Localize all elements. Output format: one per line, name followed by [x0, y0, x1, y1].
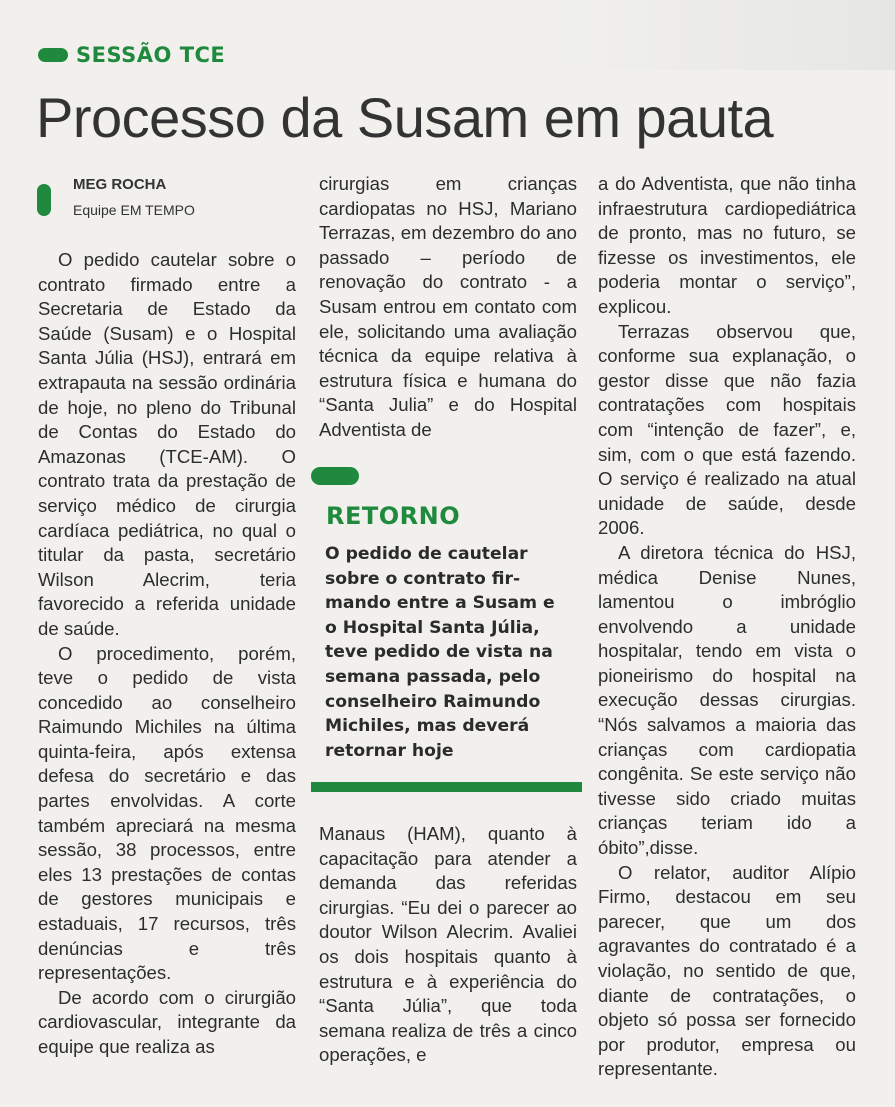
section-kicker — [38, 40, 225, 70]
sidebar-line: retornar hoje — [325, 740, 454, 761]
paper-sheen — [560, 0, 895, 70]
sidebar-rule — [311, 782, 582, 792]
sidebar-text — [325, 542, 577, 763]
headline: Processo da Susam em pauta — [36, 86, 774, 149]
sidebar-line: sobre o contrato fir- — [325, 568, 521, 589]
paragraph: O pedido cautelar sobre o contrato firmado entre a Secretaria de Estado da Saúde (Susam) e o Hospital Santa Júlia (HSJ), entrará em extrapauta na sessão ordinária de hoje, no pleno do Tribunal de Contas do Estado do Amazonas (TCE-AM). O contrato trata da prestação de serviço médico de cirurgia cardíaca pediátrica, no qual o titular da pasta, secretário Wilson Alecrim, teria favorecido a referida unidade de saúde. — [38, 249, 296, 639]
article-column-2-bottom — [319, 822, 577, 1068]
paragraph: cirurgias em crianças cardiopatas no HSJ, Mariano Terrazas, em dezembro do ano passado – período de renovação do contrato - a Susam entrou em contato com ele, solicitando uma avaliação técnica da equipe relativa à estrutura física e humana do “Santa Julia” e do Hospital Adventista de — [319, 173, 577, 440]
article-column-1 — [38, 248, 296, 1060]
kicker-label: SESSÃO TCE — [76, 43, 226, 67]
sidebar-line: teve pedido de vista na — [325, 642, 553, 663]
sidebar-line: semana passada, pelo — [325, 666, 541, 687]
paragraph: Manaus (HAM), quanto à capacitação para atender a demanda das referidas cirurgias. “Eu dei o parecer ao doutor Wilson Alecrim. Avaliei os dois hospitais quanto à estrutura e à experiência do “Santa Júlia”, que toda semana realiza de três a cinco operações, e — [319, 823, 577, 1066]
byline-bar-icon — [37, 184, 51, 216]
sidebar-line: O pedido de cautelar — [325, 544, 528, 564]
kicker-pill-icon — [38, 48, 68, 62]
paragraph: De acordo com o cirurgião cardiovascular, integrante da equipe que realiza as — [38, 986, 296, 1057]
paragraph: A diretora técnica do HSJ, médica Denise Nunes, lamentou o imbróglio envolvendo a unidade hospitalar, tendo em vista o pioneirismo do hospital na execução dessas cirurgias. “Nós salvamos a maioria das crianças com cardiopatia congênita. Se este serviço não tivesse sido criado muitas crianças teriam ido a óbito”,disse. — [598, 541, 856, 859]
paragraph: O relator, auditor Alípio Firmo, destacou em seu parecer, que um dos agravantes do contratado é a violação, no sentido de que, diante de contratações, o objeto só possa ser fornecido por produtor, empresa ou representante. — [598, 861, 856, 1080]
article-column-2-top — [319, 172, 577, 443]
sidebar-line: Michiles, mas deverá — [325, 716, 530, 737]
article-column-3 — [598, 172, 856, 1082]
sidebar-line: conselheiro Raimundo — [325, 691, 541, 712]
paragraph: a do Adventista, que não tinha infraestrutura cardiopediátrica de pronto, mas no futuro, se fizesse os investimentos, ele poderia montar o serviço”, explicou. — [598, 173, 856, 317]
byline-author: MEG ROCHA — [73, 176, 167, 193]
sidebar-title: RETORNO — [326, 502, 461, 530]
paragraph: O procedimento, porém, teve o pedido de vista concedido ao conselheiro Raimundo Michiles na última quinta-feira, após extensa defesa do secretário e das partes envolvidas. A corte também apreciará na mesma sessão, 38 processos, entre eles 13 prestações de contas de gestores municipais e estaduais, 17 recursos, três denúncias e três representações. — [38, 642, 296, 984]
paragraph: Terrazas observou que, conforme sua explanação, o gestor disse que não fazia contratações com hospitais com “intenção de fazer”, e, sim, com o que está fazendo. O serviço é realizado na atual unidade de saúde, desde 2006. — [598, 320, 856, 539]
sidebar-pill-icon — [311, 467, 359, 485]
sidebar-line: o Hospital Santa Júlia, — [325, 617, 540, 638]
sidebar-line: mando entre a Susam e — [325, 593, 555, 614]
byline-role: Equipe EM TEMPO — [73, 202, 195, 218]
